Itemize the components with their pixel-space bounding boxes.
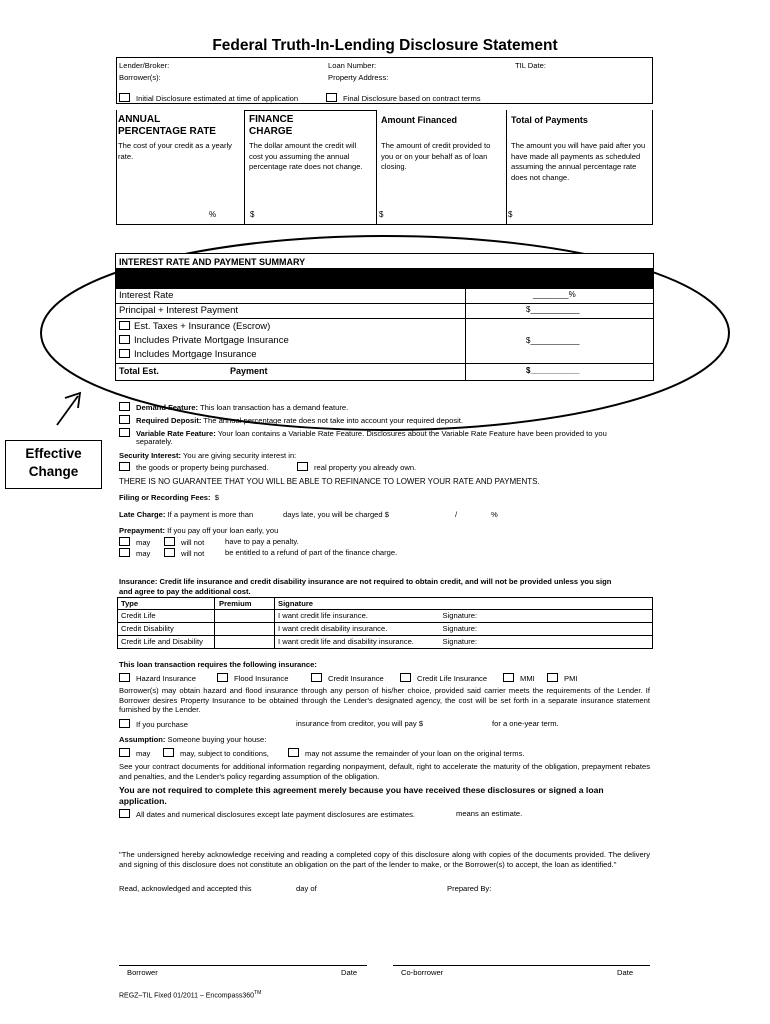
late-charge-text-2: days late, you will be charged $	[283, 510, 389, 519]
assumption-row	[119, 735, 266, 744]
late-charge-pct: %	[491, 510, 498, 519]
variable-rate-label: Variable Rate Feature:	[136, 429, 216, 438]
pmi-option[interactable]	[547, 673, 578, 683]
apr-title-1: ANNUAL	[118, 114, 161, 125]
interest-rate-value: ________%	[533, 290, 576, 299]
prepayment-may-label-2: may	[136, 549, 151, 558]
coborrower-label: Co-borrower	[401, 968, 444, 977]
estimates-text-1: All dates and numerical disclosures except late payment disclosures are estimates.	[136, 810, 415, 819]
prepayment-will-not-2[interactable]	[164, 548, 204, 558]
insurance-intro: Insurance: Credit life insurance and credit disability insurance are not required to obtain credit, and will not be provided unless you sign	[119, 577, 612, 586]
amount-financed-description: The amount of credit provided to you or on your behalf as of loan closing.	[381, 141, 491, 171]
arrow-shaft	[57, 396, 78, 425]
estimates-checkbox[interactable]	[119, 809, 130, 818]
insurance-table	[117, 597, 653, 649]
insurance-row	[118, 636, 653, 649]
form-id: REGZ–TIL Fixed 01/2011 – Encompass360	[119, 992, 255, 1000]
filing-fees-label: Filing or Recording Fees:	[119, 493, 211, 502]
assumption-subject-option[interactable]	[163, 748, 269, 758]
required-insurance-title: This loan transaction requires the following insurance:	[119, 660, 317, 669]
late-charge-slash: /	[455, 510, 458, 519]
variable-rate-text: Your loan contains a Variable Rate Feature. Disclosures about the Variable Rate Feature have been provided to you	[217, 429, 607, 438]
coborrower-date-label: Date	[617, 968, 634, 977]
security-real-label: real property you already own.	[314, 463, 417, 472]
security-real-option[interactable]	[297, 462, 416, 472]
prepayment-text: If you pay off your loan early, you	[167, 526, 279, 535]
purchase-text-3: for a one-year term.	[492, 719, 559, 728]
required-deposit-checkbox[interactable]	[119, 415, 130, 424]
filing-fees	[119, 493, 219, 502]
borrower-signature-line[interactable]	[119, 965, 367, 966]
mortgage-insurance-label: Includes Mortgage Insurance	[134, 349, 257, 360]
insurance-type: Credit Disability	[118, 623, 215, 636]
assumption-may-option[interactable]	[119, 748, 150, 758]
escrow-value: $___________	[526, 336, 580, 345]
finance-charge-title-1: FINANCE	[249, 114, 294, 125]
insurance-intro-2: and agree to pay the additional cost.	[119, 587, 251, 596]
insurance-want: I want credit disability insurance.	[275, 623, 443, 636]
summary-table	[115, 253, 654, 381]
hazard-insurance-option[interactable]	[119, 673, 196, 683]
credit-insurance-checkbox[interactable]	[311, 673, 322, 682]
payment-label: Payment	[230, 366, 268, 376]
insurance-row	[118, 623, 653, 636]
prepayment-label: Prepayment:	[119, 526, 166, 535]
escrow-row[interactable]	[119, 321, 270, 332]
mmi-checkbox[interactable]	[503, 673, 514, 682]
prepayment-may-1[interactable]	[119, 537, 150, 547]
pi-payment-value: $___________	[526, 305, 580, 314]
interest-rate-label: Interest Rate	[119, 290, 174, 301]
escrow-checkbox[interactable]	[119, 321, 130, 330]
escrow-label: Est. Taxes + Insurance (Escrow)	[134, 321, 271, 332]
mortgage-insurance-row[interactable]	[119, 349, 257, 360]
initial-disclosure-label: Initial Disclosure estimated at time of application	[136, 94, 299, 103]
insurance-type: Credit Life and Disability	[118, 636, 215, 649]
read-accepted-text: Read, acknowledged and accepted this	[119, 884, 252, 893]
coborrower-signature-line[interactable]	[393, 965, 650, 966]
hazard-insurance-label: Hazard Insurance	[136, 674, 196, 683]
apr-description: The cost of your credit as a yearly rate.	[118, 141, 232, 161]
prepayment-penalty: have to pay a penalty.	[225, 537, 299, 546]
required-deposit-label: Required Deposit:	[136, 416, 202, 425]
trademark: TM	[254, 990, 262, 996]
credit-life-insurance-option[interactable]	[400, 673, 487, 683]
prepayment-may-label-1: may	[136, 538, 151, 547]
mmi-label: MMI	[520, 674, 535, 683]
borrower-date-label: Date	[341, 968, 358, 977]
borrowers-label: Borrower(s):	[119, 73, 161, 82]
demand-feature-text: This loan transaction has a demand feature.	[200, 403, 349, 412]
prepayment-may-2[interactable]	[119, 548, 150, 558]
property-insurance-text: Borrower(s) may obtain hazard and flood insurance through any person of his/her choice, provided said carrier meets the requirements of the Lender. If Borrower desires Property Insurance to be obtained through the Lender's designated agency, the cost will be set forth in a separate insurance statement furnished by the Lender.	[119, 686, 650, 714]
estimates-option[interactable]	[119, 809, 415, 819]
assumption-may-not-label: may not assume the remainder of your loan on the original terms.	[305, 749, 525, 758]
assumption-may-not-option[interactable]	[288, 748, 525, 758]
insurance-want: I want credit life and disability insurance.	[275, 636, 443, 649]
arrow-head	[65, 393, 80, 408]
total-est-value: $___________	[526, 366, 580, 375]
variable-rate-text-2: separately.	[136, 437, 173, 446]
amount-financed-value: $	[379, 210, 384, 219]
insurance-type: Credit Life	[118, 610, 215, 623]
pmi-option-label: PMI	[564, 674, 578, 683]
variable-rate-row[interactable]	[119, 428, 654, 438]
property-address-label: Property Address:	[328, 73, 389, 82]
security-interest-label: Security Interest:	[119, 451, 182, 460]
finance-charge-value: $	[250, 210, 255, 219]
required-deposit-row[interactable]	[119, 415, 463, 425]
prepayment-will-not-checkbox-1[interactable]	[164, 537, 175, 546]
assumption-label: Assumption:	[119, 735, 166, 744]
effective-change-box	[5, 440, 102, 489]
assumption-subject-label: may, subject to conditions,	[180, 749, 269, 758]
assumption-subject-checkbox[interactable]	[163, 748, 174, 757]
insurance-want: I want credit life insurance.	[275, 610, 443, 623]
prepayment-row	[119, 526, 278, 535]
required-deposit-text: The annual percentage rate does not take into account your required deposit.	[203, 416, 464, 425]
assumption-may-not-checkbox[interactable]	[288, 748, 299, 757]
effective-change-line2: Change	[28, 464, 79, 479]
assumption-may-checkbox[interactable]	[119, 748, 130, 757]
contract-documents-text: See your contract documents for additional information regarding nonpayment, default, right to accelerate the maturity of the obligation, prepayment rebates and penalties, and the Lender's policy regarding assumption of the obligation.	[119, 762, 650, 781]
final-disclosure-label: Final Disclosure based on contract terms	[343, 94, 481, 103]
assumption-text: Someone buying your house:	[167, 735, 267, 744]
security-interest	[119, 451, 296, 460]
summary-title: INTEREST RATE AND PAYMENT SUMMARY	[119, 257, 306, 267]
late-charge-label-row	[119, 510, 253, 519]
pmi-row[interactable]	[119, 335, 289, 346]
mortgage-insurance-checkbox[interactable]	[119, 349, 130, 358]
credit-insurance-option[interactable]	[311, 673, 384, 683]
security-goods-label: the goods or property being purchased.	[136, 463, 269, 472]
assumption-may-label: may	[136, 749, 151, 758]
hazard-insurance-checkbox[interactable]	[119, 673, 130, 682]
prepayment-will-not-checkbox-2[interactable]	[164, 548, 175, 557]
late-charge-text-1: If a payment is more than	[167, 510, 254, 519]
finance-charge-description: The dollar amount the credit will cost you assuming the annual percentage rate does not change.	[249, 141, 363, 171]
prepayment-may-checkbox-2[interactable]	[119, 548, 130, 557]
acknowledgement-text: "The undersigned hereby acknowledge receiving and reading a completed copy of this disclosure along with copies of the documents provided. The delivery and signing of this disclosure does not constitute an obligation on the part of the lender to make, or the Borrower(s) to accept, the loan as identified."	[119, 850, 650, 869]
variable-rate-checkbox[interactable]	[119, 428, 130, 437]
lender-label: Lender/Broker:	[119, 61, 170, 70]
prepayment-will-not-label-2: will not	[181, 549, 205, 558]
flood-insurance-label: Flood Insurance	[234, 674, 289, 683]
total-payments-description: The amount you will have paid after you have made all payments as scheduled assuming the annual percentage rate does not change.	[511, 141, 646, 182]
filing-fees-value: $	[214, 493, 220, 502]
page-title: Federal Truth-In-Lending Disclosure Statement	[212, 37, 558, 54]
prepayment-refund: be entitled to a refund of part of the finance charge.	[225, 548, 398, 557]
total-est-label: Total Est.	[119, 366, 159, 376]
finance-charge-title-2: CHARGE	[249, 126, 293, 137]
apr-title-2: PERCENTAGE RATE	[118, 126, 216, 137]
amount-financed-title: Amount Financed	[381, 115, 457, 125]
prepayment-will-not-label-1: will not	[181, 538, 205, 547]
estimates-text-2: means an estimate.	[456, 809, 523, 818]
flood-insurance-checkbox[interactable]	[217, 673, 228, 682]
insurance-signature[interactable]: Signature:	[443, 636, 653, 649]
security-goods-checkbox[interactable]	[119, 462, 130, 471]
security-real-checkbox[interactable]	[297, 462, 308, 471]
prepayment-may-checkbox-1[interactable]	[119, 537, 130, 546]
insurance-row	[118, 610, 653, 623]
insurance-premium-cell[interactable]	[215, 623, 275, 636]
security-goods-option[interactable]	[119, 462, 269, 472]
pmi-checkbox-2[interactable]	[547, 673, 558, 682]
not-required-text: You are not required to complete this agreement merely because you have received these disclosures or signed a loan application.	[119, 785, 604, 806]
apr-value: %	[209, 210, 217, 219]
insurance-premium-cell[interactable]	[215, 636, 275, 649]
pmi-label: Includes Private Mortgage Insurance	[134, 335, 289, 346]
purchase-text-2: insurance from creditor, you will pay $	[296, 719, 424, 728]
form-footer	[119, 990, 261, 1001]
demand-feature-row[interactable]	[119, 402, 348, 412]
mmi-option[interactable]	[503, 673, 535, 683]
demand-feature-label: Demand Feature:	[136, 403, 199, 412]
late-charge-label: Late Charge:	[119, 510, 166, 519]
til-date-label: TIL Date:	[515, 61, 546, 70]
purchase-checkbox[interactable]	[119, 719, 130, 728]
credit-insurance-label: Credit Insurance	[328, 674, 384, 683]
pmi-checkbox[interactable]	[119, 335, 130, 344]
flood-insurance-option[interactable]	[217, 673, 288, 683]
total-payments-value: $	[508, 210, 513, 219]
total-payments-title: Total of Payments	[511, 115, 588, 125]
insurance-header-premium: Premium	[215, 598, 275, 610]
insurance-signature[interactable]: Signature:	[443, 610, 653, 623]
purchase-text-1: If you purchase	[136, 720, 188, 729]
demand-feature-checkbox[interactable]	[119, 402, 130, 411]
insurance-signature[interactable]: Signature:	[443, 623, 653, 636]
security-interest-text: You are giving security interest in:	[183, 451, 297, 460]
loan-number-label: Loan Number:	[328, 61, 377, 70]
borrower-label: Borrower	[127, 968, 158, 977]
prepared-by-label: Prepared By:	[447, 884, 492, 893]
day-of-text: day of	[296, 884, 317, 893]
summary-black-bar	[116, 269, 653, 288]
insurance-header-signature: Signature	[275, 598, 653, 610]
insurance-header-type: Type	[118, 598, 215, 610]
insurance-premium-cell[interactable]	[215, 610, 275, 623]
prepayment-will-not-1[interactable]	[164, 537, 204, 547]
effective-change-line1: Effective	[25, 446, 82, 461]
pi-payment-label: Principal + Interest Payment	[119, 305, 239, 316]
purchase-option[interactable]	[119, 719, 188, 729]
refinance-notice: THERE IS NO GUARANTEE THAT YOU WILL BE ABLE TO REFINANCE TO LOWER YOUR RATE AND PAYMENTS.	[119, 477, 540, 486]
credit-life-insurance-label: Credit Life Insurance	[417, 674, 488, 683]
credit-life-insurance-checkbox[interactable]	[400, 673, 411, 682]
